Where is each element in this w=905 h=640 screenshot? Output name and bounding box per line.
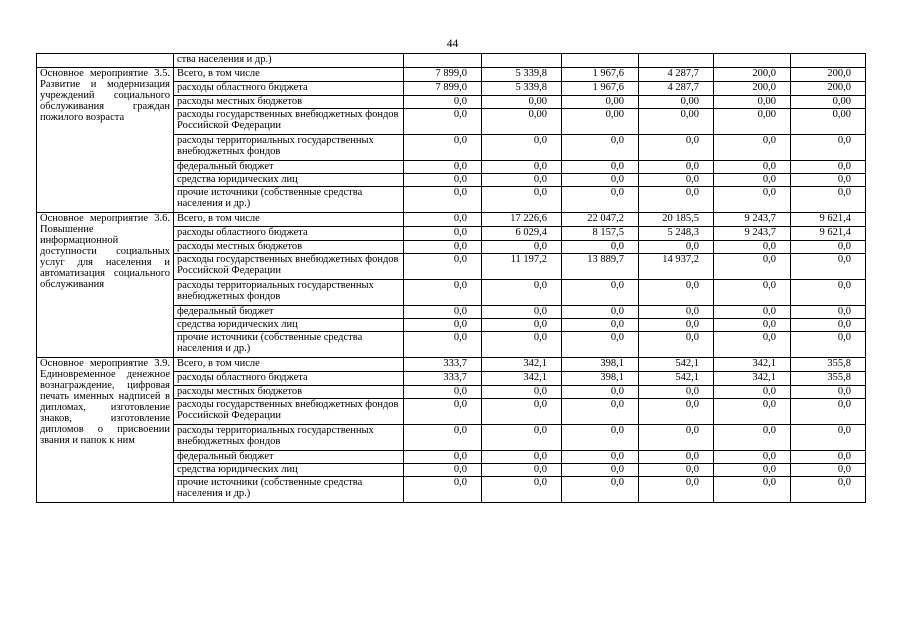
value-cell: 0,0 [639,187,714,213]
value-cell: 0,00 [482,109,562,135]
value-cell: 0,0 [714,306,791,319]
value-cell: 0,0 [639,319,714,332]
value-cell: 0,0 [714,477,791,503]
value-cell: 0,0 [562,386,639,399]
row-label: прочие источники (собственные средства населения и др.) [174,332,404,358]
value-cell: 355,8 [791,358,866,372]
row-label: расходы государственных внебюджетных фондов Российской Федерации [174,254,404,280]
value-cell: 355,8 [791,372,866,386]
row-label: Всего, в том числе [174,213,404,227]
row-label: расходы территориальных государственных внебюджетных фондов [174,280,404,306]
value-cell: 0,0 [404,174,482,187]
value-cell: 342,1 [482,372,562,386]
value-cell: 200,0 [791,68,866,82]
value-cell: 342,1 [714,358,791,372]
value-cell: 0,0 [639,386,714,399]
value-cell: 7 899,0 [404,68,482,82]
value-cell: 0,0 [404,254,482,280]
value-cell [791,54,866,68]
value-cell: 0,0 [562,306,639,319]
value-cell: 0,0 [714,332,791,358]
value-cell: 0,0 [404,187,482,213]
value-cell: 0,0 [639,161,714,174]
value-cell [482,54,562,68]
value-cell: 0,0 [562,161,639,174]
row-label: средства юридических лиц [174,464,404,477]
row-label: прочие источники (собственные средства населения и др.) [174,187,404,213]
row-label: средства юридических лиц [174,174,404,187]
row-label: расходы местных бюджетов [174,386,404,399]
row-label: федеральный бюджет [174,451,404,464]
value-cell [562,54,639,68]
value-cell: 398,1 [562,372,639,386]
value-cell: 5 248,3 [639,227,714,241]
value-cell: 0,0 [639,399,714,425]
value-cell: 0,0 [562,135,639,161]
value-cell: 0,0 [482,399,562,425]
row-label: расходы территориальных государственных внебюджетных фондов [174,425,404,451]
value-cell: 200,0 [714,82,791,96]
value-cell: 0,0 [482,451,562,464]
value-cell: 0,0 [639,280,714,306]
value-cell: 9 621,4 [791,213,866,227]
value-cell: 0,0 [482,319,562,332]
value-cell: 9 621,4 [791,227,866,241]
value-cell: 0,0 [714,464,791,477]
value-cell: 5 339,8 [482,68,562,82]
value-cell: 4 287,7 [639,82,714,96]
value-cell: 0,0 [791,174,866,187]
value-cell: 0,0 [791,187,866,213]
value-cell: 4 287,7 [639,68,714,82]
value-cell: 0,0 [482,386,562,399]
value-cell: 0,0 [791,425,866,451]
value-cell: 0,0 [639,464,714,477]
value-cell: 0,0 [562,319,639,332]
page-number: 44 [446,38,459,50]
table-row [37,213,866,227]
value-cell: 0,0 [404,386,482,399]
value-cell: 0,0 [791,332,866,358]
value-cell: 0,00 [791,96,866,109]
row-label: Всего, в том числе [174,68,404,82]
value-cell: 342,1 [714,372,791,386]
value-cell: 1 967,6 [562,68,639,82]
value-cell: 17 226,6 [482,213,562,227]
value-cell: 398,1 [562,358,639,372]
value-cell: 0,0 [791,319,866,332]
value-cell: 0,00 [639,109,714,135]
table-row [37,54,866,68]
value-cell: 200,0 [791,82,866,96]
measure-name: Основное мероприятие 3.6. Повышение информационной доступности социальных услуг для населения и автоматизация социального обслуживания [37,213,174,358]
value-cell: 0,0 [562,241,639,254]
value-cell: 0,0 [714,254,791,280]
value-cell: 0,00 [714,96,791,109]
value-cell: 0,0 [482,187,562,213]
value-cell: 14 937,2 [639,254,714,280]
value-cell: 0,0 [714,319,791,332]
value-cell: 0,0 [639,451,714,464]
value-cell: 0,0 [791,386,866,399]
value-cell: 6 029,4 [482,227,562,241]
value-cell: 22 047,2 [562,213,639,227]
value-cell: 0,0 [791,161,866,174]
value-cell: 0,0 [562,451,639,464]
value-cell: 0,0 [639,477,714,503]
value-cell: 0,0 [482,135,562,161]
value-cell: 0,0 [482,241,562,254]
value-cell: 0,0 [791,477,866,503]
value-cell: 0,0 [482,161,562,174]
value-cell: 0,0 [482,306,562,319]
value-cell: 0,00 [714,109,791,135]
value-cell: 0,00 [562,96,639,109]
value-cell: 20 185,5 [639,213,714,227]
value-cell: 0,0 [404,109,482,135]
value-cell: 0,0 [404,241,482,254]
value-cell: 542,1 [639,372,714,386]
value-cell: 0,0 [404,477,482,503]
row-label: расходы областного бюджета [174,372,404,386]
table-row [37,358,866,372]
value-cell: 0,0 [404,399,482,425]
value-cell: 0,0 [791,241,866,254]
row-label: расходы государственных внебюджетных фондов Российской Федерации [174,399,404,425]
value-cell: 0,0 [791,280,866,306]
value-cell: 0,0 [404,161,482,174]
value-cell: 0,0 [791,399,866,425]
value-cell: 13 889,7 [562,254,639,280]
value-cell: 0,0 [714,425,791,451]
value-cell: 0,0 [714,399,791,425]
value-cell: 0,0 [791,135,866,161]
value-cell: 0,0 [404,213,482,227]
row-label: расходы местных бюджетов [174,96,404,109]
value-cell: 333,7 [404,358,482,372]
value-cell: 1 967,6 [562,82,639,96]
value-cell: 0,0 [562,187,639,213]
value-cell: 0,0 [404,280,482,306]
row-label: расходы местных бюджетов [174,241,404,254]
value-cell: 0,0 [639,425,714,451]
value-cell: 333,7 [404,372,482,386]
value-cell [404,54,482,68]
value-cell: 0,0 [639,306,714,319]
row-label: средства юридических лиц [174,319,404,332]
value-cell: 0,0 [714,241,791,254]
value-cell: 0,00 [791,109,866,135]
row-label: ства населения и др.) [174,54,404,68]
value-cell: 7 899,0 [404,82,482,96]
value-cell: 8 157,5 [562,227,639,241]
value-cell: 0,0 [404,332,482,358]
row-label: расходы областного бюджета [174,82,404,96]
value-cell: 0,0 [562,464,639,477]
value-cell: 0,0 [714,174,791,187]
value-cell: 0,0 [562,425,639,451]
value-cell: 0,0 [404,227,482,241]
value-cell: 0,0 [562,174,639,187]
measure-cell [37,54,174,68]
row-label: Всего, в том числе [174,358,404,372]
value-cell: 0,0 [714,135,791,161]
value-cell: 5 339,8 [482,82,562,96]
value-cell: 0,00 [639,96,714,109]
value-cell [639,54,714,68]
value-cell: 0,0 [791,451,866,464]
value-cell: 0,0 [639,135,714,161]
row-label: федеральный бюджет [174,161,404,174]
value-cell: 0,00 [562,109,639,135]
value-cell: 0,0 [791,464,866,477]
value-cell: 0,0 [791,254,866,280]
value-cell: 542,1 [639,358,714,372]
value-cell: 0,0 [714,161,791,174]
value-cell: 0,0 [404,135,482,161]
value-cell [714,54,791,68]
value-cell: 0,00 [482,96,562,109]
value-cell: 0,0 [404,319,482,332]
value-cell: 0,0 [482,174,562,187]
value-cell: 0,0 [562,332,639,358]
value-cell: 11 197,2 [482,254,562,280]
value-cell: 0,0 [404,425,482,451]
value-cell: 0,0 [482,280,562,306]
budget-table [36,53,866,503]
value-cell: 0,0 [482,464,562,477]
table-row [37,68,866,82]
value-cell: 0,0 [714,451,791,464]
value-cell: 9 243,7 [714,213,791,227]
measure-name: Основное мероприятие 3.9. Единовременное денежное вознаграждение, цифровая печать именных надписей в дипломах, изготовление знаков, изготовление дипломов о присвоении звания и папок к ним [37,358,174,503]
value-cell: 0,0 [791,306,866,319]
value-cell: 0,0 [639,332,714,358]
row-label: федеральный бюджет [174,306,404,319]
value-cell: 0,0 [714,280,791,306]
value-cell: 0,0 [482,477,562,503]
value-cell: 0,0 [404,464,482,477]
value-cell: 0,0 [404,451,482,464]
value-cell: 0,0 [639,241,714,254]
value-cell: 342,1 [482,358,562,372]
value-cell: 0,0 [714,187,791,213]
row-label: расходы областного бюджета [174,227,404,241]
value-cell: 0,0 [404,306,482,319]
value-cell: 0,0 [562,477,639,503]
value-cell: 0,0 [482,332,562,358]
value-cell: 0,0 [562,399,639,425]
value-cell: 9 243,7 [714,227,791,241]
row-label: прочие источники (собственные средства населения и др.) [174,477,404,503]
value-cell: 200,0 [714,68,791,82]
value-cell: 0,0 [482,425,562,451]
value-cell: 0,0 [562,280,639,306]
row-label: расходы государственных внебюджетных фондов Российской Федерации [174,109,404,135]
measure-name: Основное мероприятие 3.5. Развитие и модернизация учреждений социального обслуживания граждан пожилого возраста [37,68,174,213]
budget-table-body [37,54,866,503]
value-cell: 0,0 [714,386,791,399]
value-cell: 0,0 [404,96,482,109]
row-label: расходы территориальных государственных внебюджетных фондов [174,135,404,161]
value-cell: 0,0 [639,174,714,187]
